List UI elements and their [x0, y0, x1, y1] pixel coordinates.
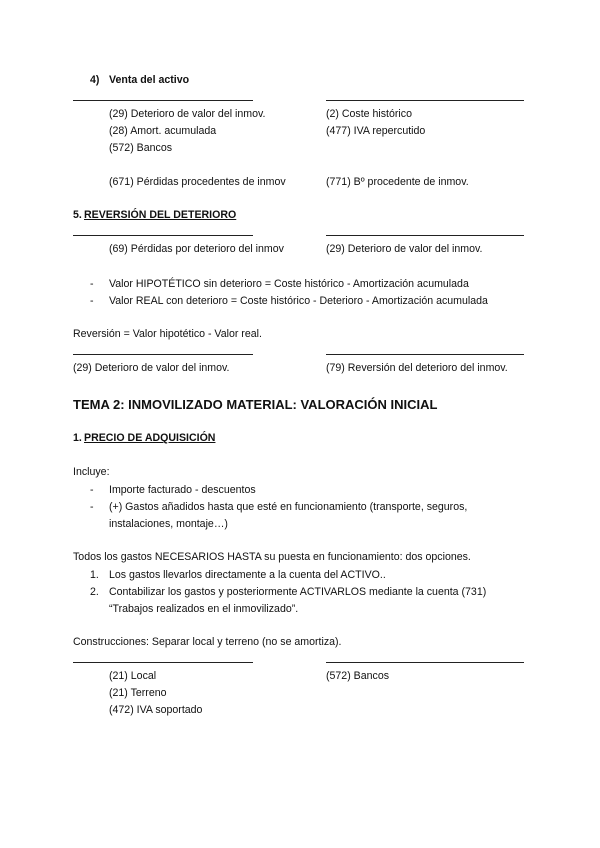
option-number: 1.	[90, 569, 99, 581]
ledger-credit-entry: (29) Deterioro de valor del inmov.	[326, 243, 483, 255]
ledger-debit-entry: (671) Pérdidas procedentes de inmov	[109, 176, 286, 188]
ledger-debit-entry: (29) Deterioro de valor del inmov.	[73, 362, 230, 374]
bullet-text: Importe facturado - descuentos	[109, 484, 256, 496]
tema2-heading: TEMA 2: INMOVILIZADO MATERIAL: VALORACIÓN INICIAL	[73, 397, 438, 412]
option-text-continuation: “Trabajos realizados en el inmovilizado”.	[109, 603, 299, 615]
ledger-debit-entry: (472) IVA soportado	[109, 704, 203, 716]
subsection-title: PRECIO DE ADQUISICIÓN	[84, 432, 216, 444]
section4-number: 4)	[90, 74, 100, 86]
subsection-number: 1.	[73, 432, 82, 444]
option-text: Contabilizar los gastos y posteriormente ACTIVARLOS mediante la cuenta (731)	[109, 586, 487, 598]
ledger-line-right	[326, 235, 524, 236]
ledger-debit-entry: (21) Terreno	[109, 687, 167, 699]
ledger-line-left	[73, 100, 253, 101]
ledger-line-left	[73, 354, 253, 355]
option-number: 2.	[90, 586, 99, 598]
ledger-debit-entry: (69) Pérdidas por deterioro del inmov	[109, 243, 284, 255]
ledger-line-right	[326, 662, 524, 663]
ledger-credit-entry: (477) IVA repercutido	[326, 125, 426, 137]
ledger-credit-entry: (572) Bancos	[326, 670, 390, 682]
ledger-debit-entry: (29) Deterioro de valor del inmov.	[109, 108, 266, 120]
bullet-marker: -	[90, 278, 94, 290]
ledger-debit-entry: (572) Bancos	[109, 142, 173, 154]
ledger-line-left	[73, 235, 253, 236]
bullet-marker: -	[90, 295, 94, 307]
ledger-debit-entry: (21) Local	[109, 670, 157, 682]
section5-number: 5.	[73, 209, 82, 221]
bullet-text: (+) Gastos añadidos hasta que esté en funcionamiento (transporte, seguros,	[109, 501, 468, 513]
includes-label: Incluye:	[73, 466, 110, 478]
gastos-intro: Todos los gastos NECESARIOS HASTA su puesta en funcionamiento: dos opciones.	[73, 551, 471, 563]
ledger-credit-entry: (771) Bº procedente de inmov.	[326, 176, 469, 188]
construcciones-note: Construcciones: Separar local y terreno (no se amortiza).	[73, 636, 342, 648]
section4-title: Venta del activo	[109, 74, 190, 86]
bullet-marker: -	[90, 501, 94, 513]
ledger-debit-entry: (28) Amort. acumulada	[109, 125, 217, 137]
bullet-text: Valor REAL con deterioro = Coste histórico - Deterioro - Amortización acumulada	[109, 295, 488, 307]
bullet-marker: -	[90, 484, 94, 496]
ledger-credit-entry: (2) Coste histórico	[326, 108, 412, 120]
ledger-line-right	[326, 354, 524, 355]
reversion-formula: Reversión = Valor hipotético - Valor real.	[73, 328, 262, 340]
ledger-credit-entry: (79) Reversión del deterioro del inmov.	[326, 362, 508, 374]
ledger-line-left	[73, 662, 253, 663]
ledger-line-right	[326, 100, 524, 101]
bullet-text: Valor HIPOTÉTICO sin deterioro = Coste histórico - Amortización acumulada	[109, 278, 469, 290]
bullet-text-continuation: instalaciones, montaje…)	[109, 518, 228, 530]
section5-title: REVERSIÓN DEL DETERIORO	[84, 209, 237, 221]
option-text: Los gastos llevarlos directamente a la cuenta del ACTIVO..	[109, 569, 386, 581]
